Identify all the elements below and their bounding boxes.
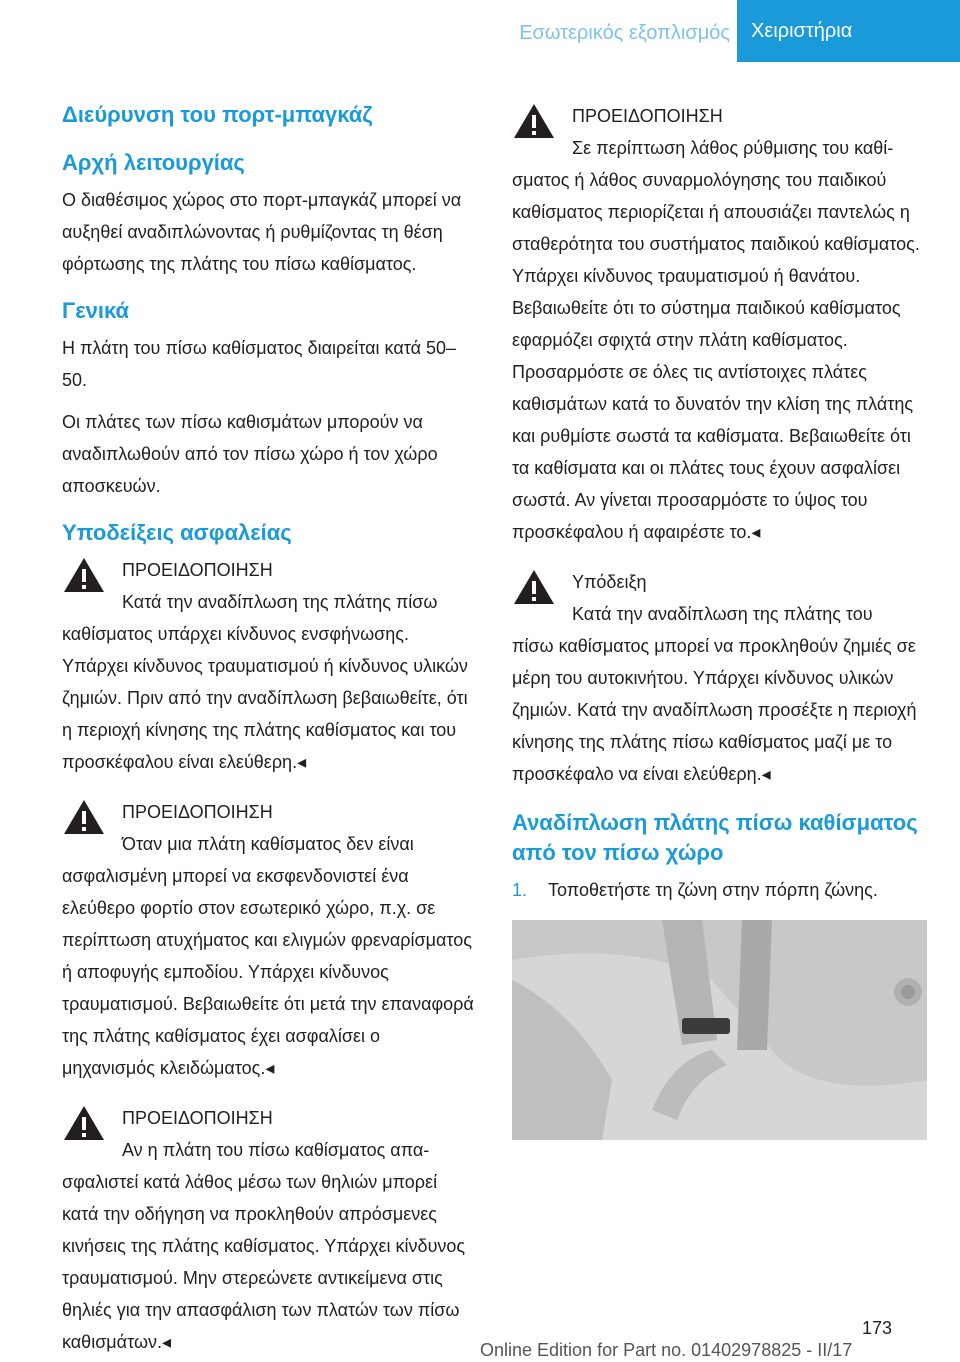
safety-section (62, 518, 477, 1358)
warning-first-line: Σε περίπτωση λάθος ρύθμισης του καθί- (572, 138, 894, 158)
step-item (512, 874, 927, 906)
warning-block (62, 554, 477, 778)
header-section-title: Εσωτερικός εξοπλισμός (519, 22, 730, 44)
warning-title: ΠΡΟΕΙΔΟΠΟΙΗΣΗ (122, 802, 273, 822)
warning-body: σματος ή λάθος συναρμολόγησης του παιδικού καθίσματος περιορίζεται ή απουσιάζει παντελώς η σταθερότητα του συστήματος παιδικού καθίσματος. Υπάρχει κίνδυνος τραυματισμού ή θανάτου. Βεβαιωθείτε ότι το σύστημα παιδικού καθίσματος εφαρμόζει σφιχτά στην πλάτη καθίσματος. Προσαρμόστε σε όλες τις αντίστοιχες πλάτες καθισμάτων κατά το δυνατόν την κλίση της πλάτης και ρυθμίστε σωστά τα καθίσματα. Βεβαιωθείτε ότι τα καθίσματα και οι πλάτες τους έχουν ασφαλίσει σωστά. Αν γίνεται προσαρμόστε το ύψος του προσκέφαλου ή αφαιρέστε το.◂ (512, 170, 920, 542)
note-title: Υπόδειξη (572, 572, 647, 592)
warning-block (62, 1102, 477, 1358)
seat-belt-illustration (512, 920, 927, 1140)
step-text: Τοποθετήστε τη ζώνη στην πόρπη ζώνης. (548, 880, 878, 900)
warning-first-line: Κατά την αναδίπλωση της πλάτης πίσω (122, 592, 438, 612)
warning-triangle-icon (62, 1104, 106, 1142)
warning-body: καθίσματος υπάρχει κίνδυνος ενσφήνωσης. Υπάρχει κίνδυνος τραυματισμού ή κίνδυνος υλικών ζημιών. Πριν από την αναδίπλωση βεβαιωθείτε, ότι η περιοχή κίνησης της πλάτης καθίσματος και του προσκέφαλου είναι ελεύθερη.◂ (62, 624, 468, 772)
header-chapter-tab[interactable]: Χειριστήρια (737, 0, 960, 62)
function-heading: Αρχή λειτουργίας (62, 150, 245, 175)
note-first-line: Κατά την αναδίπλωση της πλάτης του (572, 604, 873, 624)
warning-first-line: Αν η πλάτη του πίσω καθίσματος απα- (122, 1140, 430, 1160)
page-header (0, 0, 960, 62)
function-text: Ο διαθέσιμος χώρος στο πορτ-μπαγκάζ μπορεί να αυξηθεί αναδιπλώνοντας ή ρυθμίζοντας τη θέση φόρτωσης της πλάτης του πίσω καθίσματος. (62, 190, 462, 274)
step-number: 1. (512, 880, 528, 900)
warning-triangle-icon (512, 568, 556, 606)
warning-triangle-icon (512, 102, 556, 140)
fold-heading: Αναδίπλωση πλάτης πίσω καθίσματος από τον πίσω χώρο (512, 810, 918, 865)
seat-photo (512, 920, 927, 1140)
safety-heading: Υποδείξεις ασφαλείας (62, 520, 292, 545)
warning-body: ασφαλισμένη μπορεί να εκσφενδονιστεί ένα ελεύθερο φορτίο στον εσωτερικό χώρο, π.χ. σε περίπτωση ατυχήματος και ελιγμών φρεναρίσματος ή αποφυγής εμποδίου. Υπάρχει κίνδυνος τραυματισμού. Βεβαιωθείτε ότι μετά την επαναφορά της πλάτης καθίσματος έχει ασφαλίσει ο μηχανισμός κλειδώματος.◂ (62, 866, 474, 1078)
general-text-2: Οι πλάτες των πίσω καθισμάτων μπορούν να αναδιπλωθούν από τον πίσω χώρο ή τον χώρο αποσκευών. (62, 412, 438, 496)
page-number: 173 (862, 1318, 893, 1338)
warning-title: ΠΡΟΕΙΔΟΠΟΙΗΣΗ (122, 1108, 273, 1128)
warning-triangle-icon (62, 798, 106, 836)
general-text-1: Η πλάτη του πίσω καθίσματος διαιρείται κατά 50–50. (62, 338, 457, 390)
warning-block (512, 100, 927, 548)
footer-edition: Online Edition for Part no. 01402978825 - II/17 (480, 1340, 853, 1360)
warning-triangle-icon (62, 556, 106, 594)
warning-first-line: Όταν μια πλάτη καθίσματος δεν είναι (122, 834, 414, 854)
warning-title: ΠΡΟΕΙΔΟΠΟΙΗΣΗ (572, 106, 723, 126)
right-column (512, 100, 927, 1140)
left-column (62, 100, 477, 1362)
page-title: Διεύρυνση του πορτ-μπαγκάζ (62, 102, 373, 127)
general-section (62, 296, 477, 502)
warning-block (62, 796, 477, 1084)
warning-body: σφαλιστεί κατά λάθος μέσω των θηλιών μπορεί κατά την οδήγηση να προκληθούν απρόσμενες κινήσεις της πλάτης καθίσματος. Υπάρχει κίνδυνος τραυματισμού. Μην στερεώνετε αντικείμενα στις θηλιές για την απασφάλιση των πλατών των πίσω καθισμάτων.◂ (62, 1172, 466, 1352)
note-block (512, 566, 927, 790)
warning-title: ΠΡΟΕΙΔΟΠΟΙΗΣΗ (122, 560, 273, 580)
note-body: πίσω καθίσματος μπορεί να προκληθούν ζημιές σε μέρη του αυτοκινήτου. Υπάρχει κίνδυνος υλικών ζημιών. Κατά την αναδίπλωση προσέξτε η περιοχή κίνησης της πλάτης πίσω καθίσματος μαζί με το προσκέφαλο να είναι ελεύθερη.◂ (512, 636, 917, 784)
function-section (62, 148, 477, 280)
general-heading: Γενικά (62, 298, 130, 323)
